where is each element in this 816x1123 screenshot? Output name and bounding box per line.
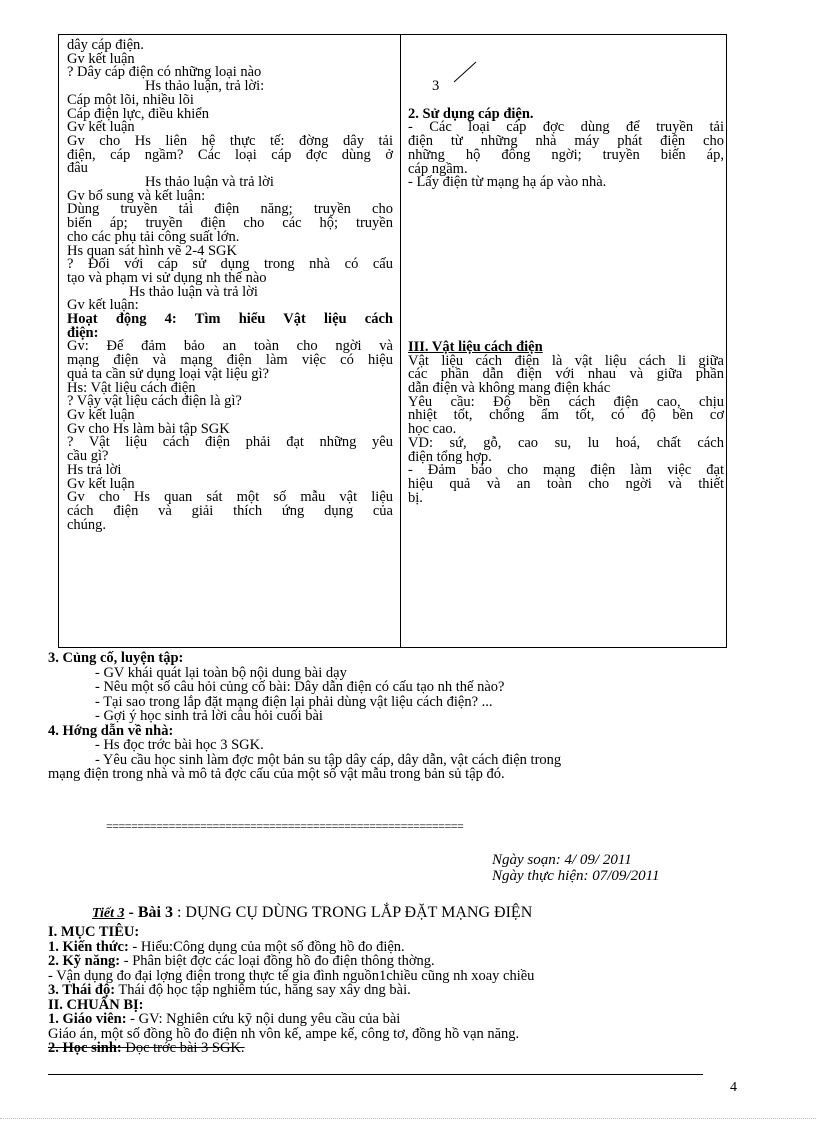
left-line: điện, cáp ngầm? Các loại cáp đợc dùng ở xyxy=(67,146,393,163)
left-line: Gv kết luận xyxy=(67,475,135,492)
homework-item: - Hs đọc trớc bài học 3 SGK. xyxy=(95,737,264,753)
right-line: hiệu quả và an toàn cho ngời và thiết xyxy=(408,475,724,492)
left-line: Hs trả lời xyxy=(67,461,122,478)
left-line: cầu gì? xyxy=(67,448,109,465)
consolidation-item: - Gợi ý học sinh trả lời câu hỏi cuối bài xyxy=(95,708,323,724)
knowledge-text: - Hiểu:Công dụng của một số đồng hồ đo điện. xyxy=(128,938,405,955)
teacher-text: - GV: Nghiên cứu kỹ nội dung yêu cầu của bài xyxy=(126,1011,401,1027)
section-heading: III. Vật liệu cách điện xyxy=(408,338,543,355)
knowledge-label: 1. Kiến thức: xyxy=(48,938,129,955)
left-line: biến áp; truyền điện cho các hộ; truyền xyxy=(67,215,393,232)
left-line: Hs: Vật liệu cách điện xyxy=(67,379,196,396)
right-line: - Lấy điện từ mạng hạ áp vào nhà. xyxy=(408,174,607,191)
homework-item: - Yêu cầu học sinh làm đợc một bản su tập dây cáp, dây dẫn, vật cách điện trong xyxy=(95,751,562,768)
section-heading: I. MỤC TIÊU: xyxy=(48,924,140,940)
right-line: bị. xyxy=(408,489,423,506)
right-line: nhiệt tốt, chống ẩm tốt, có độ bền cơ xyxy=(408,407,724,424)
left-line: Hs thảo luận, trả lời: xyxy=(145,78,265,95)
left-line: Dùng truyền tải điện năng; truyền cho xyxy=(67,201,393,218)
left-line: Cáp một lõi, nhiều lõi xyxy=(67,91,194,108)
lesson-dates xyxy=(492,852,659,884)
skill-text: - Phân biệt đợc các loại đồng hồ đo điện thông thờng. xyxy=(120,953,435,969)
left-line: ? Dây cáp điện có những loại nào xyxy=(67,64,262,81)
left-line: cách điện và giải thích ứng dụng của xyxy=(67,502,393,519)
page-number: 4 xyxy=(730,1080,737,1095)
right-line: điện từ những nhà máy phát điện cho xyxy=(408,133,724,150)
activity-column xyxy=(67,39,393,532)
skill-label: 2. Kỹ năng: xyxy=(48,953,121,969)
left-line: quả ta cần sử dụng loại vật liệu gì? xyxy=(67,365,269,382)
lesson-table xyxy=(58,34,727,648)
left-line: cho các phụ tải công suất lớn. xyxy=(67,228,240,245)
activity-heading: điện: xyxy=(67,324,99,341)
left-line: Gv cho Hs làm bài tập SGK xyxy=(67,420,230,437)
separator-line: ========================================================= xyxy=(106,820,464,832)
left-line: Gv kết luận xyxy=(67,119,135,136)
lesson-title xyxy=(92,904,532,922)
section-heading: II. CHUẨN BỊ: xyxy=(48,996,144,1013)
right-line: học cao. xyxy=(408,421,457,438)
attitude-label: 3. Thái độ: xyxy=(48,982,116,998)
activity-heading: Hoạt động 4: Tìm hiểu Vật liệu cách xyxy=(67,311,393,328)
right-line: - Các loại cáp đợc dùng để truyền tải xyxy=(408,119,724,136)
left-line: tạo và phạm vi sử dụng nh thế nào xyxy=(67,269,267,286)
homework-item: mạng điện trong nhà và mô tả đợc cấu của một số vật mẫu trong bản sủ tập đó. xyxy=(48,766,505,782)
attitude-text: Thái độ học tập nghiêm túc, hăng say xây dng bài. xyxy=(115,982,411,998)
left-line: Hs quan sát hình vẽ 2-4 SGK xyxy=(67,242,237,259)
consolidation-item: - Tại sao trong lắp đặt mạng điện lại phải dùng vật liệu cách điện? ... xyxy=(95,693,493,710)
left-line: Cáp điện lực, điều khiển xyxy=(67,105,209,122)
objectives-section xyxy=(48,925,768,1056)
left-line: Gv kết luận xyxy=(67,406,135,423)
content-column xyxy=(408,39,724,505)
teacher-label: 1. Giáo viên: xyxy=(48,1011,127,1027)
right-line: cáp ngầm. xyxy=(408,160,468,177)
section-heading: 3. Củng cố, luyện tập: xyxy=(48,650,184,666)
date-prepared: Ngày soạn: 4/ 09/ 2011 xyxy=(492,852,632,868)
left-line: đâu xyxy=(67,160,88,177)
lesson-name: : DỤNG CỤ DÙNG TRONG LẮP ĐẶT MẠNG ĐIỆN xyxy=(172,904,533,921)
consolidation-item: - GV khái quát lại toàn bộ nội dung bài dạy xyxy=(95,664,347,681)
left-line: ? Đối với cáp sử dụng trong nhà có cấu xyxy=(67,256,393,273)
skill-text: - Vận dụng đo đại lợng điện trong thực tế gia đình nguồn1chiều cũng nh xoay chiều xyxy=(48,967,535,984)
left-line: Hs thảo luận và trả lời xyxy=(129,283,258,300)
right-line: dẫn điện và không mang điện khác xyxy=(408,380,611,397)
left-line: Gv: Để đảm bảo an toàn cho ngời và xyxy=(67,338,393,355)
page-edge xyxy=(0,1118,816,1119)
right-number: 3 xyxy=(432,78,440,94)
right-line: Vật liệu cách điện là vật liệu cách li giữa xyxy=(408,352,724,369)
title-dash: - xyxy=(124,904,138,921)
left-line: Gv kết luận: xyxy=(67,297,139,314)
student-text: Đọc trớc bài 3 SGK. xyxy=(121,1040,245,1056)
footer-rule xyxy=(48,1074,703,1075)
left-line: dây cáp điện. xyxy=(67,37,144,53)
section-heading: 4. Hớng dẫn về nhà: xyxy=(48,722,174,739)
right-line: điện tổng hợp. xyxy=(408,448,492,465)
left-line: ? Vậy vật liệu cách điện là gì? xyxy=(67,393,242,410)
right-line: VD: sứ, gỗ, cao su, lu hoá, chất cách xyxy=(408,434,724,451)
slash-mark xyxy=(452,60,478,84)
left-line: chúng. xyxy=(67,516,107,533)
right-line: Yêu cầu: Độ bền cách điện cao, chịu xyxy=(408,393,724,410)
consolidation-item: - Nêu một số câu hỏi củng cố bài: Dây dẫn điện có cấu tạo nh thế nào? xyxy=(95,679,505,695)
left-line: Gv cho Hs liên hệ thực tế: đờng dây tải xyxy=(67,132,393,149)
consolidation-section xyxy=(48,651,768,782)
left-line: Gv cho Hs quan sát một số mẫu vật liệu xyxy=(67,489,393,506)
left-line: ? Vật liệu cách điện phải đạt những yêu xyxy=(67,434,393,451)
right-line: - Đảm bảo cho mạng điện làm việc đạt xyxy=(408,462,724,479)
lesson-period: Tiết 3 xyxy=(92,906,125,921)
left-line: Gv bổ sung và kết luận: xyxy=(67,187,206,204)
lesson-number: Bài 3 xyxy=(137,904,173,921)
student-label: 2. Học sinh: xyxy=(48,1040,122,1056)
right-line: những hộ đông ngời; truyền biến áp, xyxy=(408,146,724,163)
left-line: mạng điện và mạng điện làm việc có hiệu xyxy=(67,352,393,369)
date-taught: Ngày thực hiện: 07/09/2011 xyxy=(492,868,660,884)
right-line: các phần dẫn điện với nhau và giữa phần xyxy=(408,366,724,383)
section-heading: 2. Sử dụng cáp điện. xyxy=(408,105,534,122)
column-divider xyxy=(400,35,401,647)
left-line: Gv kết luận xyxy=(67,50,135,67)
left-line: Hs thảo luận và trả lời xyxy=(145,174,274,191)
teacher-text: Giáo án, một số đồng hồ đo điện nh vôn kế, ampe kế, công tơ, đồng hồ vạn năng. xyxy=(48,1025,520,1042)
